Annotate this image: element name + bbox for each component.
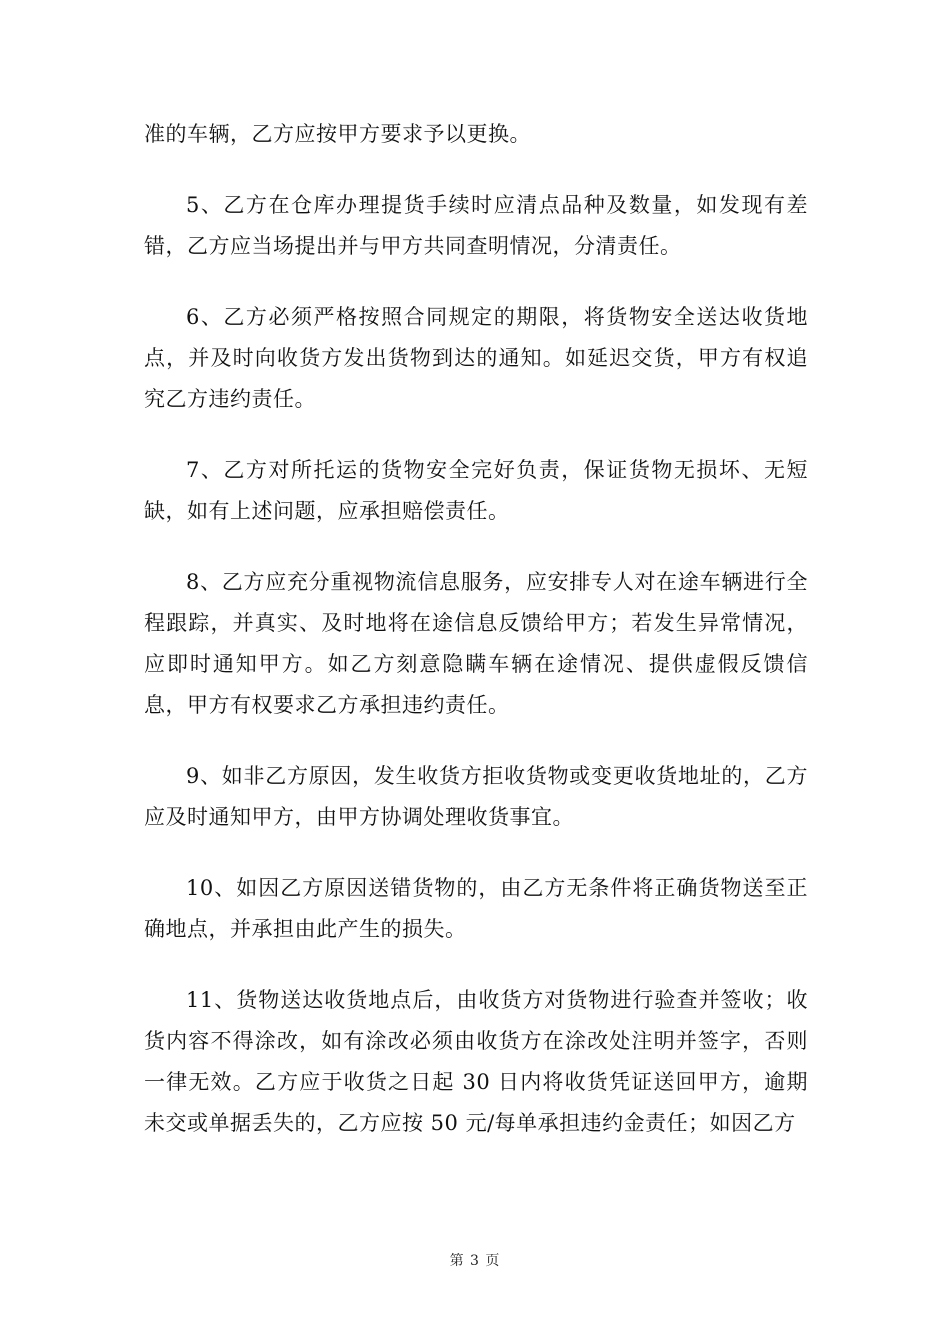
paragraph-continuation: 准的车辆，乙方应按甲方要求予以更换。 (144, 122, 531, 146)
paragraph-clause-10: 10、如因乙方原因送错货物的，由乙方无条件将正确货物送至正确地点，并承担由此产生的损失。 (144, 876, 808, 941)
paragraph-clause-6: 6、乙方必须严格按照合同规定的期限，将货物安全送达收货地点，并及时向收货方发出货物到达的通知。如延迟交货，甲方有权追究乙方违约责任。 (144, 305, 808, 411)
page-number: 第 3 页 (449, 1253, 501, 1269)
paragraph-clause-7: 7、乙方对所托运的货物安全完好负责，保证货物无损坏、无短缺，如有上述问题，应承担赔偿责任。 (144, 458, 808, 523)
document-body (144, 114, 808, 1174)
paragraph-clause-8: 8、乙方应充分重视物流信息服务，应安排专人对在途车辆进行全程跟踪，并真实、及时地将在途信息反馈给甲方；若发生异常情况，应即时通知甲方。如乙方刻意隐瞒车辆在途情况、提供虚假反馈信息，甲方有权要求乙方承担违约责任。 (144, 570, 808, 717)
paragraph-clause-11: 11、货物送达收货地点后，由收货方对货物进行验查并签收；收货内容不得涂改，如有涂改必须由收货方在涂改处注明并签字，否则一律无效。乙方应于收货之日起 30 日内将收货凭证送回甲方，逾期未交或单据丢失的，乙方应按 50 元/每单承担违约金责任；如因乙方 (144, 988, 808, 1135)
paragraph-clause-9: 9、如非乙方原因，发生收货方拒收货物或变更收货地址的，乙方应及时通知甲方，由甲方协调处理收货事宜。 (144, 764, 808, 829)
paragraph-clause-5: 5、乙方在仓库办理提货手续时应清点品种及数量，如发现有差错，乙方应当场提出并与甲方共同查明情况，分清责任。 (144, 193, 808, 258)
